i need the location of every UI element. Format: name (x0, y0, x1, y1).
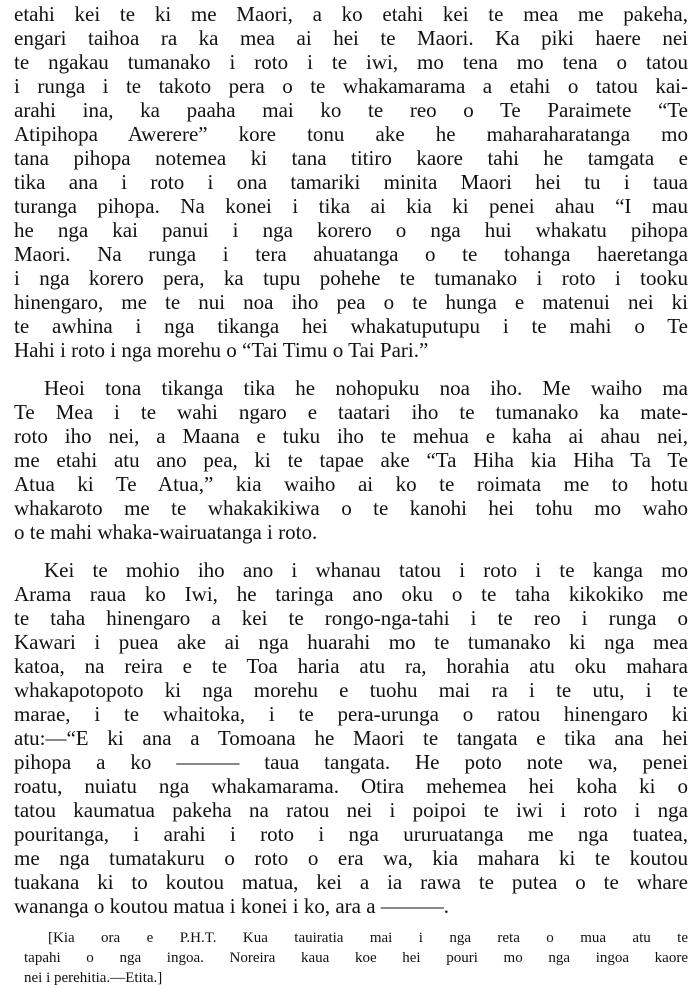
text-line: tana pihopa notemea ki tana titiro kaore tahi he tamgata e (14, 146, 688, 170)
text-line: marae, i te whaitoka, i te pera-urunga o ratou hinengaro ki (14, 702, 688, 726)
text-line: Hahi i roto i nga morehu o “Tai Timu o Tai Pari.” (14, 338, 429, 362)
editor-note-line: nei i perehitia.—Etita.] (24, 970, 163, 986)
text-line: engari taihoa ra ka mea ai hei te Maori. Ka piki haere nei (14, 26, 688, 50)
text-line: Atipihopa Awerere” kore tonu ake he maharaharatanga mo (14, 122, 688, 146)
text-line: whakapotopoto ki nga morehu e tuohu mai ra i te utu, i te (14, 678, 688, 702)
text-line: pouritanga, i arahi i roto i nga ururuatanga me nga tuatea, (14, 822, 688, 846)
article-paragraph-3 (14, 558, 688, 918)
text-line: Heoi tona tikanga tika he nohopuku noa iho. Me waiho ma (44, 376, 688, 400)
text-line: tuakana ki to koutou matua, kei a ia rawa te putea o te whare (14, 870, 688, 894)
text-line: turanga pihopa. Na konei i tika ai kia ki penei ahau “I mau (14, 194, 688, 218)
text-line: me nga tumatakuru o roto o era wa, kia mahara ki te koutou (14, 846, 688, 870)
text-line: katoa, na reira e te Toa haria atu ra, horahia atu oku mahara (14, 654, 688, 678)
text-line: i runga i te takoto pera o te whakamarama a etahi o tatou kai- (14, 74, 688, 98)
text-line: me etahi atu ano pea, ki te tapae ake “Ta Hiha kia Hiha Ta Te (14, 448, 688, 472)
text-line: tika ana i roto i ona tamariki minita Maori hei tu i taua (14, 170, 688, 194)
text-line: atu:—“E ki ana a Tomoana he Maori te tangata e tika ana hei (14, 726, 688, 750)
text-line: Arama raua ko Iwi, he taringa ano oku o te taha kikokiko me (14, 582, 688, 606)
article-paragraph-2 (14, 376, 688, 544)
note-spacer (14, 918, 688, 928)
text-line: roto iho nei, a Maana e tuku iho te mehua e kaha ai ahau nei, (14, 424, 688, 448)
text-line: Kei te mohio iho ano i whanau tatou i roto i te kanga mo (44, 558, 688, 582)
text-line: etahi kei te ki me Maori, a ko etahi kei te mea me pakeha, (14, 2, 688, 26)
editor-note (14, 928, 688, 988)
paragraph-spacer (14, 362, 688, 376)
text-line: roatu, nuiatu nga whakamarama. Otira mehemea hei koha ki o (14, 774, 688, 798)
text-line: hinengaro, me te nui noa iho pea o te hunga e matenui nei ki (14, 290, 688, 314)
paragraph-spacer (14, 544, 688, 558)
article-paragraph-1 (14, 0, 688, 362)
text-line: tatou kaumatua pakeha na ratou nei i poipoi te iwi i roto i nga (14, 798, 688, 822)
text-line: i nga korero pera, ka tupu pohehe te tumanako i roto i tooku (14, 266, 688, 290)
text-line: Kawari i puea ake ai nga huarahi mo te tumanako ki nga mea (14, 630, 688, 654)
text-line: he nga kai panui i nga korero o nga hui whakatu pihopa (14, 218, 688, 242)
text-line: te ngakau tumanako i roto i te iwi, mo tena mo tena o tatou (14, 50, 688, 74)
text-line: o te mahi whaka-wairuatanga i roto. (14, 520, 318, 544)
editor-note-line: [Kia ora e P.H.T. Kua tauiratia mai i nga reta o mua atu te (48, 930, 688, 946)
text-line: pihopa a ko ——— taua tangata. He poto note wa, penei (14, 750, 688, 774)
text-line: Atua ki Te Atua,” kia waiho ai ko te roimata me to hotu (14, 472, 688, 496)
text-line: whakaroto me te whakakikiwa o te kanohi hei tohu mo waho (14, 496, 688, 520)
text-line: arahi ina, ka paaha mai ko te reo o Te Paraimete “Te (14, 98, 688, 122)
text-line: te awhina i nga tikanga hei whakatuputupu i te mahi o Te (14, 314, 688, 338)
text-line: Maori. Na runga i tera ahuatanga o te tohanga haeretanga (14, 242, 688, 266)
text-line: Te Mea i te wahi ngaro e taatari iho te tumanako ka mate- (14, 400, 688, 424)
text-line: wananga o koutou matua i konei i ko, ara a ———. (14, 894, 450, 918)
text-line: te taha hinengaro a kei te rongo-nga-tahi i te reo i runga o (14, 606, 688, 630)
editor-note-line: tapahi o nga ingoa. Noreira kaua koe hei pouri mo nga ingoa kaore (24, 950, 688, 966)
